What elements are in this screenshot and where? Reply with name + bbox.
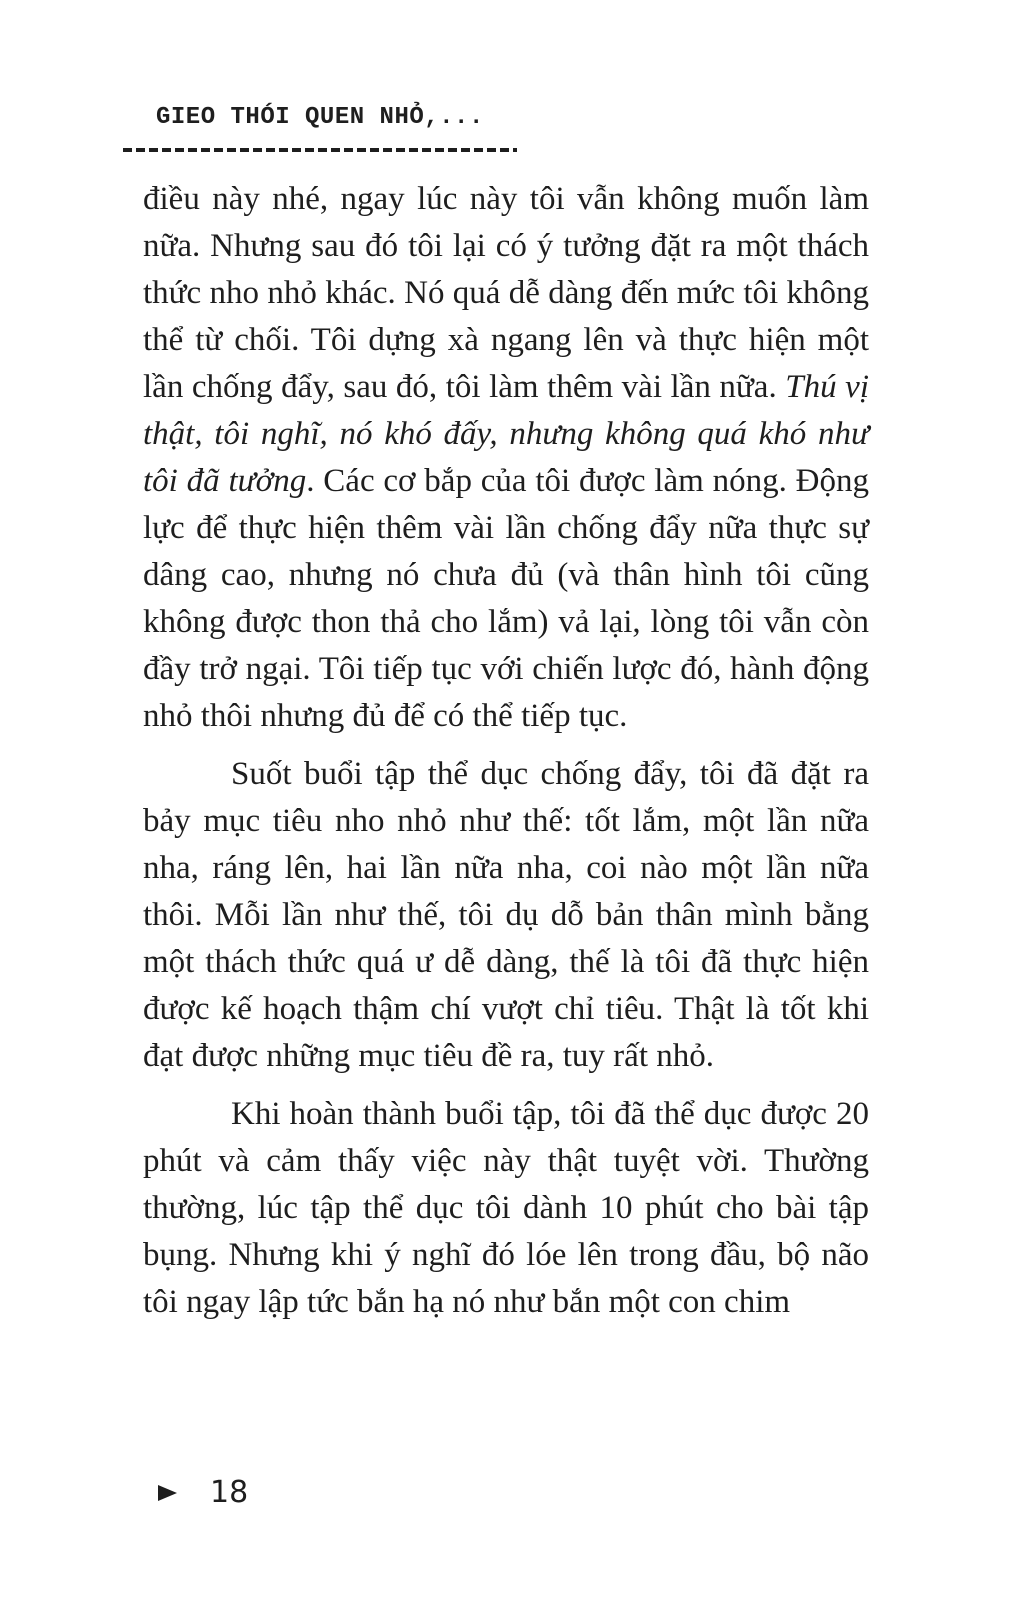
page-header	[123, 104, 523, 152]
text-run: Suốt buổi tập thể dục chống đẩy, tôi đã đặt ra bảy mục tiêu nho nhỏ như thế: tốt lắm, một lần nữa nha, ráng lên, hai lần nữa nha, coi nào một lần nữa thôi. Mỗi lần như thế, tôi dụ dỗ bản thân mình bằng một thách thức quá ư dễ dàng, thế là tôi đã thực hiện được kế hoạch thậm chí vượt chỉ tiêu. Thật là tốt khi đạt được những mục tiêu đề ra, tuy rất nhỏ.	[143, 756, 869, 1074]
paragraph	[143, 1091, 869, 1326]
italic-text-run: Thú vị thật, tôi nghĩ, nó khó đấy, nhưng không quá khó như tôi đã tưởng	[143, 369, 869, 499]
text-run: Khi hoàn thành buổi tập, tôi đã thể dục được 20 phút và cảm thấy việc này thật tuyệt vời. Thường thường, lúc tập thể dục tôi dành 10 phút cho bài tập bụng. Nhưng khi ý nghĩ đó lóe lên trong đầu, bộ não tôi ngay lập tức bắn hạ nó như bắn một con chim	[143, 1096, 869, 1320]
paragraph	[143, 751, 869, 1080]
paragraph	[143, 176, 869, 740]
page-body	[143, 176, 869, 1337]
running-title: GIEO THÓI QUEN NHỎ,...	[156, 104, 484, 131]
page-footer	[158, 1475, 249, 1510]
page-marker-triangle-icon	[158, 1485, 177, 1501]
dashed-rule	[123, 148, 517, 152]
text-run: . Các cơ bắp của tôi được làm nóng. Động lực để thực hiện thêm vài lần chống đẩy nữa thực sự dâng cao, nhưng nó chưa đủ (và thân hình tôi cũng không được thon thả cho lắm) vả lại, lòng tôi vẫn còn đầy trở ngại. Tôi tiếp tục với chiến lược đó, hành động nhỏ thôi nhưng đủ để có thể tiếp tục.	[143, 463, 869, 734]
text-run: điều này nhé, ngay lúc này tôi vẫn không muốn làm nữa. Nhưng sau đó tôi lại có ý tưởng đặt ra một thách thức nho nhỏ khác. Nó quá dễ dàng đến mức tôi không thể từ chối. Tôi dựng xà ngang lên và thực hiện một lần chống đẩy, sau đó, tôi làm thêm vài lần nữa.	[143, 181, 869, 405]
page-number: 18	[210, 1475, 249, 1510]
